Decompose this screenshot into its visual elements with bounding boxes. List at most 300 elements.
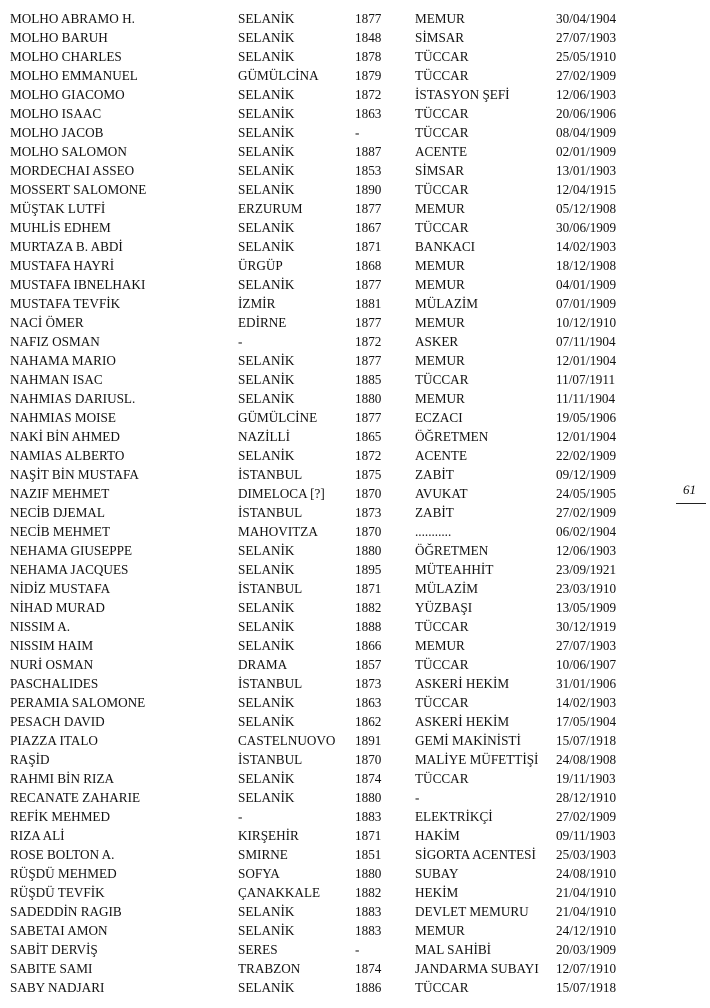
table-row [0, 313, 690, 332]
occupation: MEMUR [415, 353, 465, 368]
occupation: ACENTE [415, 144, 468, 159]
birthplace: KIRŞEHİR [238, 828, 299, 843]
birth-year: 1866 [355, 638, 382, 653]
person-name: MOLHO ABRAMO H. [10, 11, 135, 26]
birth-year: 1883 [355, 923, 382, 938]
table-row [0, 522, 690, 541]
person-name: MUSTAFA TEVFİK [10, 296, 121, 311]
birth-year: 1863 [355, 106, 382, 121]
birthplace: SELANİK [238, 125, 295, 140]
record-date: 02/01/1909 [556, 144, 617, 159]
record-date: 07/01/1909 [556, 296, 617, 311]
birth-year: 1865 [355, 429, 382, 444]
record-date: 06/02/1904 [556, 524, 617, 539]
birthplace: ÇANAKKALE [238, 885, 321, 900]
birthplace: SELANİK [238, 714, 295, 729]
occupation: MEMUR [415, 258, 465, 273]
birthplace: GÜMÜLCİNE [238, 410, 318, 425]
birth-year: 1882 [355, 885, 382, 900]
birthplace: SELANİK [238, 923, 295, 938]
person-name: MOLHO JACOB [10, 125, 104, 140]
record-date: 10/12/1910 [556, 315, 617, 330]
record-date: 24/05/1905 [556, 486, 617, 501]
record-date: 12/06/1903 [556, 543, 617, 558]
birthplace: SELANİK [238, 391, 295, 406]
occupation: MALİYE MÜFETTİŞİ [415, 752, 539, 767]
person-name: RAHMI BİN RIZA [10, 771, 115, 786]
record-date: 18/12/1908 [556, 258, 617, 273]
birth-year: 1870 [355, 486, 382, 501]
birth-year: 1877 [355, 11, 382, 26]
table-row [0, 351, 690, 370]
occupation: TÜCCAR [415, 220, 469, 235]
occupation: ZABİT [415, 505, 454, 520]
occupation: - [415, 790, 420, 805]
table-row [0, 47, 690, 66]
person-name: PERAMIA SALOMONE [10, 695, 146, 710]
person-name: NAZIF MEHMET [10, 486, 110, 501]
record-date: 12/06/1903 [556, 87, 617, 102]
birth-year: 1877 [355, 201, 382, 216]
birthplace: SELANİK [238, 87, 295, 102]
birthplace: SELANİK [238, 695, 295, 710]
occupation: TÜCCAR [415, 619, 469, 634]
birthplace: SELANİK [238, 277, 295, 292]
person-name: NECİB MEHMET [10, 524, 111, 539]
table-row [0, 617, 690, 636]
birthplace: SELANİK [238, 790, 295, 805]
birth-year: 1878 [355, 49, 382, 64]
record-date: 08/04/1909 [556, 125, 617, 140]
occupation: AVUKAT [415, 486, 468, 501]
occupation: TÜCCAR [415, 695, 469, 710]
record-date: 13/05/1909 [556, 600, 617, 615]
person-name: MOLHO CHARLES [10, 49, 122, 64]
birthplace: SERES [238, 942, 278, 957]
birth-year: 1862 [355, 714, 382, 729]
birthplace: SELANİK [238, 49, 295, 64]
occupation: ZABİT [415, 467, 454, 482]
record-date: 23/09/1921 [556, 562, 617, 577]
person-name: ROSE BOLTON A. [10, 847, 115, 862]
table-row [0, 256, 690, 275]
birthplace: - [238, 334, 243, 349]
occupation: ASKER [415, 334, 459, 349]
record-date: 28/12/1910 [556, 790, 617, 805]
person-name: MORDECHAI ASSEO [10, 163, 135, 178]
person-name: MOLHO ISAAC [10, 106, 102, 121]
birth-year: 1873 [355, 505, 382, 520]
table-row [0, 864, 690, 883]
birthplace: SELANİK [238, 904, 295, 919]
record-date: 04/01/1909 [556, 277, 617, 292]
record-date: 21/04/1910 [556, 904, 617, 919]
person-name: SABITE SAMI [10, 961, 93, 976]
table-row [0, 845, 690, 864]
occupation: YÜZBAŞI [415, 600, 473, 615]
table-row [0, 237, 690, 256]
occupation: MEMUR [415, 638, 465, 653]
occupation: SUBAY [415, 866, 459, 881]
birth-year: 1882 [355, 600, 382, 615]
record-date: 27/07/1903 [556, 638, 617, 653]
birth-year: 1853 [355, 163, 382, 178]
birth-year: 1870 [355, 524, 382, 539]
person-name: MUSTAFA IBNELHAKI [10, 277, 146, 292]
person-name: PIAZZA ITALO [10, 733, 98, 748]
birthplace: SELANİK [238, 182, 295, 197]
record-date: 14/02/1903 [556, 695, 617, 710]
person-name: NECİB DJEMAL [10, 505, 105, 520]
birthplace: DRAMA [238, 657, 288, 672]
record-date: 20/03/1909 [556, 942, 617, 957]
person-name: MÜŞTAK LUTFİ [10, 201, 106, 216]
person-name: NAHMAN ISAC [10, 372, 103, 387]
occupation: MEMUR [415, 391, 465, 406]
person-name: NEHAMA JACQUES [10, 562, 129, 577]
birth-year: 1891 [355, 733, 382, 748]
table-row [0, 655, 690, 674]
birth-year: 1851 [355, 847, 382, 862]
occupation: GEMİ MAKİNİSTİ [415, 733, 521, 748]
table-row [0, 541, 690, 560]
birth-year: 1872 [355, 448, 382, 463]
birth-year: 1863 [355, 695, 382, 710]
birth-year: 1895 [355, 562, 382, 577]
record-date: 27/07/1903 [556, 30, 617, 45]
person-name: NURİ OSMAN [10, 657, 94, 672]
occupation: MEMUR [415, 315, 465, 330]
table-row [0, 674, 690, 693]
table-row [0, 788, 690, 807]
record-date: 09/12/1909 [556, 467, 617, 482]
birthplace: İZMİR [238, 296, 276, 311]
person-name: MUHLİS EDHEM [10, 220, 111, 235]
birth-year: 1874 [355, 771, 382, 786]
birth-year: 1868 [355, 258, 382, 273]
record-date: 12/07/1910 [556, 961, 617, 976]
record-date: 27/02/1909 [556, 505, 617, 520]
birthplace: İSTANBUL [238, 505, 303, 520]
occupation: TÜCCAR [415, 182, 469, 197]
table-row [0, 769, 690, 788]
occupation: TÜCCAR [415, 106, 469, 121]
table-row [0, 104, 690, 123]
table-row [0, 465, 690, 484]
person-name: NİHAD MURAD [10, 600, 105, 615]
table-row [0, 921, 690, 940]
person-name: RECANATE ZAHARIE [10, 790, 141, 805]
occupation: SİMSAR [415, 30, 465, 45]
occupation: HEKİM [415, 885, 459, 900]
table-row [0, 883, 690, 902]
occupation: ÖĞRETMEN [415, 543, 489, 558]
occupation: TÜCCAR [415, 125, 469, 140]
birth-year: 1877 [355, 315, 382, 330]
table-row [0, 85, 690, 104]
person-name: RÜŞDÜ TEVFİK [10, 885, 105, 900]
person-name: NAHMIAS MOISE [10, 410, 116, 425]
record-date: 27/02/1909 [556, 68, 617, 83]
occupation: MEMUR [415, 201, 465, 216]
record-date: 30/04/1904 [556, 11, 617, 26]
birth-year: 1883 [355, 904, 382, 919]
birthplace: SELANİK [238, 239, 295, 254]
birth-year: 1890 [355, 182, 382, 197]
occupation: ÖĞRETMEN [415, 429, 489, 444]
table-row [0, 66, 690, 85]
table-row [0, 161, 690, 180]
table-row [0, 693, 690, 712]
birthplace: TRABZON [238, 961, 301, 976]
birthplace: İSTANBUL [238, 676, 303, 691]
birthplace: SOFYA [238, 866, 280, 881]
table-row [0, 712, 690, 731]
birth-year: 1877 [355, 353, 382, 368]
record-date: 12/01/1904 [556, 353, 617, 368]
birth-year: - [355, 942, 360, 957]
record-date: 25/05/1910 [556, 49, 617, 64]
table-row [0, 389, 690, 408]
birth-year: 1857 [355, 657, 382, 672]
table-row [0, 180, 690, 199]
occupation: TÜCCAR [415, 68, 469, 83]
table-row [0, 636, 690, 655]
birthplace: SELANİK [238, 562, 295, 577]
person-name: MOLHO EMMANUEL [10, 68, 138, 83]
birth-year: 1872 [355, 87, 382, 102]
person-name: NISSIM A. [10, 619, 71, 634]
occupation: SİMSAR [415, 163, 465, 178]
occupation: ACENTE [415, 448, 468, 463]
occupation: ASKERİ HEKİM [415, 676, 510, 691]
birth-year: 1873 [355, 676, 382, 691]
record-date: 27/02/1909 [556, 809, 617, 824]
birth-year: 1881 [355, 296, 382, 311]
person-name: NAFIZ OSMAN [10, 334, 100, 349]
record-date: 12/01/1904 [556, 429, 617, 444]
birthplace: SELANİK [238, 771, 295, 786]
record-date: 10/06/1907 [556, 657, 617, 672]
person-name: NISSIM HAIM [10, 638, 94, 653]
occupation: MEMUR [415, 277, 465, 292]
birthplace: SMIRNE [238, 847, 288, 862]
record-date: 15/07/1918 [556, 733, 617, 748]
record-date: 19/11/1903 [556, 771, 616, 786]
record-date: 22/02/1909 [556, 448, 617, 463]
occupation: JANDARMA SUBAYI [415, 961, 539, 976]
table-row [0, 427, 690, 446]
occupation: DEVLET MEMURU [415, 904, 529, 919]
birth-year: 1879 [355, 68, 382, 83]
birth-year: 1883 [355, 809, 382, 824]
birthplace: SELANİK [238, 353, 295, 368]
birth-year: 1885 [355, 372, 382, 387]
occupation: BANKACI [415, 239, 476, 254]
birth-year: 1875 [355, 467, 382, 482]
occupation: MAL SAHİBİ [415, 942, 492, 957]
record-date: 24/08/1908 [556, 752, 617, 767]
record-date: 30/12/1919 [556, 619, 617, 634]
table-row [0, 332, 690, 351]
person-name: NEHAMA GIUSEPPE [10, 543, 132, 558]
table-row [0, 959, 690, 978]
person-name: RÜŞDÜ MEHMED [10, 866, 117, 881]
record-date: 05/12/1908 [556, 201, 617, 216]
table-row [0, 503, 690, 522]
occupation: TÜCCAR [415, 372, 469, 387]
table-row [0, 408, 690, 427]
table-row [0, 826, 690, 845]
table-row [0, 294, 690, 313]
occupation: MÜTEAHHİT [415, 562, 494, 577]
occupation: TÜCCAR [415, 771, 469, 786]
record-date: 25/03/1903 [556, 847, 617, 862]
occupation: ASKERİ HEKİM [415, 714, 510, 729]
record-date: 17/05/1904 [556, 714, 617, 729]
table-row [0, 484, 690, 503]
birth-year: 1880 [355, 543, 382, 558]
person-name: NAMIAS ALBERTO [10, 448, 125, 463]
table-row [0, 598, 690, 617]
birthplace: SELANİK [238, 30, 295, 45]
table-row [0, 275, 690, 294]
birth-year: 1871 [355, 828, 382, 843]
birthplace: - [238, 809, 243, 824]
table-row [0, 750, 690, 769]
record-date: 30/06/1909 [556, 220, 617, 235]
birthplace: ERZURUM [238, 201, 303, 216]
record-date: 15/07/1918 [556, 980, 617, 995]
table-row [0, 978, 690, 997]
occupation: ECZACI [415, 410, 463, 425]
person-name: NAŞİT BİN MUSTAFA [10, 467, 139, 482]
table-row [0, 446, 690, 465]
birthplace: SELANİK [238, 163, 295, 178]
table-row [0, 807, 690, 826]
person-name: MURTAZA B. ABDİ [10, 239, 123, 254]
occupation: TÜCCAR [415, 657, 469, 672]
occupation: TÜCCAR [415, 49, 469, 64]
birthplace: ÜRGÜP [238, 258, 283, 273]
person-name: MOLHO BARUH [10, 30, 108, 45]
birthplace: SELANİK [238, 144, 295, 159]
birthplace: İSTANBUL [238, 752, 303, 767]
birth-year: 1870 [355, 752, 382, 767]
birthplace: SELANİK [238, 11, 295, 26]
record-date: 14/02/1903 [556, 239, 617, 254]
table-row [0, 579, 690, 598]
table-row [0, 199, 690, 218]
person-name: RAŞİD [10, 752, 50, 767]
person-name: SABETAI AMON [10, 923, 108, 938]
person-name: MUSTAFA HAYRİ [10, 258, 115, 273]
occupation: İSTASYON ŞEFİ [415, 87, 510, 102]
record-date: 19/05/1906 [556, 410, 617, 425]
record-date: 11/11/1904 [556, 391, 616, 406]
birth-year: 1887 [355, 144, 382, 159]
table-row [0, 902, 690, 921]
birthplace: SELANİK [238, 600, 295, 615]
birth-year: 1871 [355, 239, 382, 254]
birth-year: 1867 [355, 220, 382, 235]
birthplace: SELANİK [238, 619, 295, 634]
occupation: TÜCCAR [415, 980, 469, 995]
person-name: RIZA ALİ [10, 828, 65, 843]
table-row [0, 560, 690, 579]
person-name: MOLHO SALOMON [10, 144, 127, 159]
record-date: 09/11/1903 [556, 828, 616, 843]
person-name: NAHMIAS DARIUSL. [10, 391, 136, 406]
person-name: PASCHALIDES [10, 676, 99, 691]
birth-year: 1880 [355, 790, 382, 805]
table-row [0, 370, 690, 389]
occupation: HAKİM [415, 828, 460, 843]
person-name: NACİ ÖMER [10, 315, 84, 330]
birthplace: EDİRNE [238, 315, 287, 330]
birthplace: İSTANBUL [238, 581, 303, 596]
person-name: SABY NADJARI [10, 980, 105, 995]
table-row [0, 940, 690, 959]
birth-year: 1877 [355, 277, 382, 292]
person-name: NİDİZ MUSTAFA [10, 581, 111, 596]
birthplace: DIMELOCA [?] [238, 486, 325, 501]
record-date: 20/06/1906 [556, 106, 617, 121]
record-date: 23/03/1910 [556, 581, 617, 596]
birth-year: 1880 [355, 391, 382, 406]
birth-year: 1888 [355, 619, 382, 634]
birth-year: 1871 [355, 581, 382, 596]
birthplace: SELANİK [238, 372, 295, 387]
birth-year: 1848 [355, 30, 382, 45]
birthplace: MAHOVITZA [238, 524, 318, 539]
record-date: 21/04/1910 [556, 885, 617, 900]
birth-year: 1872 [355, 334, 382, 349]
page-number-rule [676, 503, 706, 504]
person-name: MOSSERT SALOMONE [10, 182, 147, 197]
occupation: MEMUR [415, 923, 465, 938]
person-name: SABİT DERVİŞ [10, 942, 98, 957]
occupation: SİGORTA ACENTESİ [415, 847, 536, 862]
birthplace: GÜMÜLCİNA [238, 68, 319, 83]
person-name: SADEDDİN RAGIB [10, 904, 122, 919]
table-row [0, 9, 690, 28]
person-name: MOLHO GIACOMO [10, 87, 125, 102]
table-row [0, 28, 690, 47]
occupation: MÜLAZİM [415, 296, 479, 311]
occupation: MEMUR [415, 11, 465, 26]
birthplace: NAZİLLİ [238, 429, 290, 444]
record-date: 12/04/1915 [556, 182, 617, 197]
birth-year: - [355, 125, 360, 140]
birthplace: SELANİK [238, 543, 295, 558]
record-date: 13/01/1903 [556, 163, 617, 178]
page-number: 61 [683, 482, 696, 497]
record-date: 11/07/1911 [556, 372, 616, 387]
occupation: ........... [415, 524, 452, 539]
occupation: MÜLAZİM [415, 581, 479, 596]
table-row [0, 218, 690, 237]
birth-year: 1886 [355, 980, 382, 995]
birthplace: SELANİK [238, 448, 295, 463]
table-row [0, 731, 690, 750]
record-date: 31/01/1906 [556, 676, 617, 691]
person-name: REFİK MEHMED [10, 809, 111, 824]
record-date: 24/12/1910 [556, 923, 617, 938]
person-name: NAHAMA MARIO [10, 353, 116, 368]
birth-year: 1877 [355, 410, 382, 425]
birthplace: İSTANBUL [238, 467, 303, 482]
